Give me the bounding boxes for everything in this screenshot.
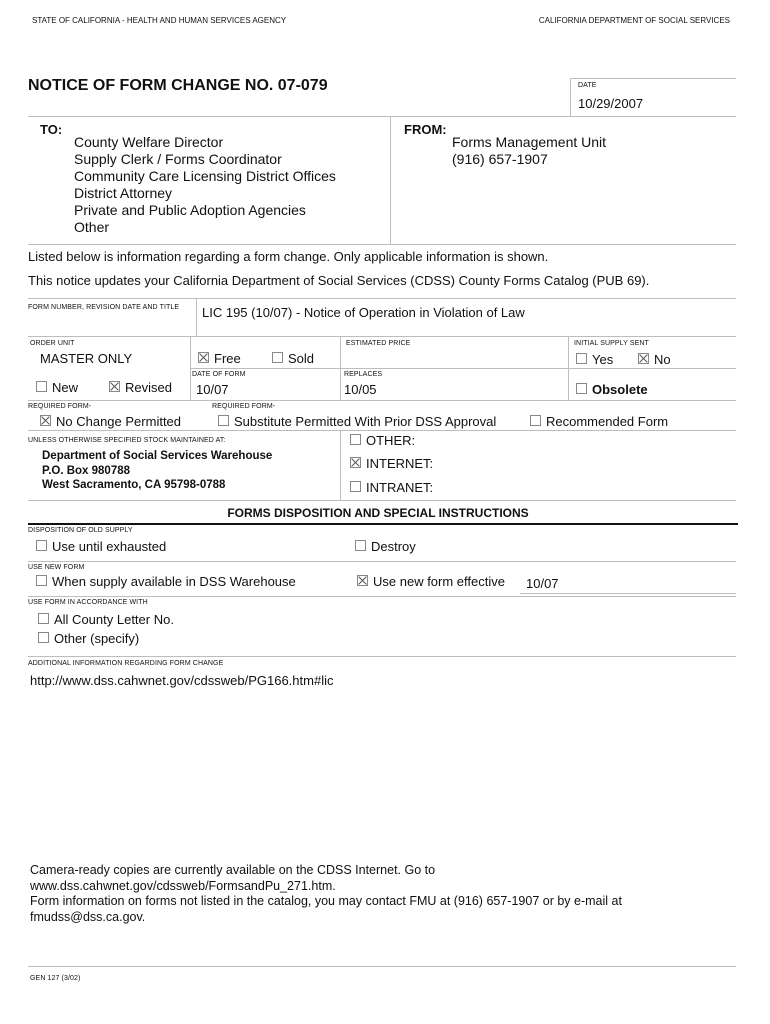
to-line: Private and Public Adoption Agencies [74, 202, 306, 218]
disposition-heading: FORMS DISPOSITION AND SPECIAL INSTRUCTIONS [227, 506, 529, 520]
stock-label: UNLESS OTHERWISE SPECIFIED STOCK MAINTAINED AT: [28, 437, 226, 444]
when-supply-label: When supply available in DSS Warehouse [52, 574, 296, 589]
intro-line-1: Listed below is information regarding a form change. Only applicable information is shown. [28, 249, 549, 264]
to-recipients [74, 134, 336, 236]
supply-yes-checkbox[interactable] [576, 353, 587, 364]
to-line: District Attorney [74, 185, 173, 201]
obsolete-label: Obsolete [592, 382, 648, 397]
other-specify-label: Other (specify) [54, 631, 140, 646]
stock-line: Department of Social Services Warehouse [42, 450, 273, 462]
no-change-label: No Change Permitted [56, 414, 182, 429]
substitute-label: Substitute Permitted With Prior DSS Approval [234, 414, 497, 429]
order-unit-value: MASTER ONLY [40, 351, 133, 366]
recommended-checkbox[interactable] [530, 415, 541, 426]
new-checkbox[interactable] [36, 381, 47, 392]
supply-no-checkbox[interactable] [638, 353, 649, 364]
obsolete-checkbox[interactable] [576, 383, 587, 394]
required-form-label-2: REQUIRED FORM- [212, 403, 276, 410]
free-label: Free [214, 351, 241, 366]
from-line: Forms Management Unit [452, 134, 607, 150]
free-checkbox[interactable] [198, 352, 209, 363]
use-until-label: Use until exhausted [52, 539, 167, 554]
to-label: TO: [40, 122, 63, 137]
footer-line: www.dss.cahwnet.gov/cdssweb/FormsandPu_271.htm. [30, 878, 336, 893]
new-label: New [52, 380, 79, 395]
internet-checkbox[interactable] [350, 457, 361, 468]
form-number-label: FORM NUMBER, REVISION DATE AND TITLE [28, 304, 180, 311]
date-label: DATE [578, 82, 597, 89]
additional-info-url: http://www.dss.cahwnet.gov/cdssweb/PG166.htm#lic [30, 673, 334, 688]
order-unit-label: ORDER UNIT [30, 340, 75, 347]
date-of-form-value: 10/07 [196, 382, 229, 397]
page-title: NOTICE OF FORM CHANGE NO. 07-079 [28, 77, 328, 94]
date-value: 10/29/2007 [578, 96, 644, 111]
department-header: CALIFORNIA DEPARTMENT OF SOCIAL SERVICES [538, 16, 730, 25]
intranet-label: INTRANET: [366, 480, 434, 495]
date-of-form-label: DATE OF FORM [192, 371, 246, 378]
sold-checkbox[interactable] [272, 352, 283, 363]
from-line: (916) 657-1907 [452, 151, 548, 167]
to-line: Supply Clerk / Forms Coordinator [74, 151, 282, 167]
old-supply-label: DISPOSITION OF OLD SUPPLY [28, 527, 133, 534]
when-supply-checkbox[interactable] [36, 575, 47, 586]
other-specify-checkbox[interactable] [38, 632, 49, 643]
to-line: County Welfare Director [74, 134, 224, 150]
all-county-label: All County Letter No. [54, 612, 174, 627]
supply-yes-label: Yes [592, 352, 614, 367]
effective-date: 10/07 [526, 576, 559, 591]
agency-header: STATE OF CALIFORNIA - HEALTH AND HUMAN SERVICES AGENCY [32, 16, 287, 25]
footer-line: Form information on forms not listed in the catalog, you may contact FMU at (916) 657-1907 or by e-mail at [30, 894, 622, 908]
supply-no-label: No [654, 352, 671, 367]
use-new-form-label: USE NEW FORM [28, 564, 85, 571]
no-change-checkbox[interactable] [40, 415, 51, 426]
replaces-label: REPLACES [344, 371, 383, 378]
form-id: GEN 127 (3/02) [30, 975, 81, 982]
revised-checkbox[interactable] [109, 381, 120, 392]
destroy-label: Destroy [371, 539, 416, 554]
form-number-value: LIC 195 (10/07) - Notice of Operation in Violation of Law [202, 305, 525, 320]
stock-line: P.O. Box 980788 [42, 464, 131, 477]
additional-info-label: ADDITIONAL INFORMATION REGARDING FORM CHANGE [28, 660, 224, 667]
initial-supply-label: INITIAL SUPPLY SENT [574, 340, 649, 347]
footer-line: Camera-ready copies are currently available on the CDSS Internet. Go to [30, 863, 436, 877]
required-form-label: REQUIRED FORM- [28, 403, 92, 410]
internet-label: INTERNET: [366, 456, 434, 471]
from-sender [452, 134, 606, 168]
to-line: Other [74, 219, 110, 235]
use-until-checkbox[interactable] [36, 540, 47, 551]
stock-line: West Sacramento, CA 95798-0788 [42, 479, 226, 491]
use-new-checkbox[interactable] [357, 575, 368, 586]
from-label: FROM: [404, 122, 447, 137]
other-checkbox[interactable] [350, 434, 361, 445]
intranet-checkbox[interactable] [350, 481, 361, 492]
sold-label: Sold [288, 351, 315, 366]
substitute-checkbox[interactable] [218, 415, 229, 426]
recommended-label: Recommended Form [546, 414, 669, 429]
footer-notes [30, 863, 622, 925]
replaces-value: 10/05 [344, 382, 377, 397]
other-label: OTHER: [366, 433, 416, 448]
intro-line-2: This notice updates your California Department of Social Services (CDSS) County Forms Catalog (PUB 69). [28, 273, 650, 288]
footer-line: fmudss@dss.ca.gov. [30, 909, 146, 924]
destroy-checkbox[interactable] [355, 540, 366, 551]
stock-address [42, 449, 272, 493]
revised-label: Revised [125, 380, 172, 395]
all-county-checkbox[interactable] [38, 613, 49, 624]
use-new-label: Use new form effective [373, 574, 505, 589]
to-line: Community Care Licensing District Offices [74, 168, 336, 184]
accordance-label: USE FORM IN ACCORDANCE WITH [28, 599, 148, 606]
estimated-price-label: ESTIMATED PRICE [346, 340, 411, 347]
